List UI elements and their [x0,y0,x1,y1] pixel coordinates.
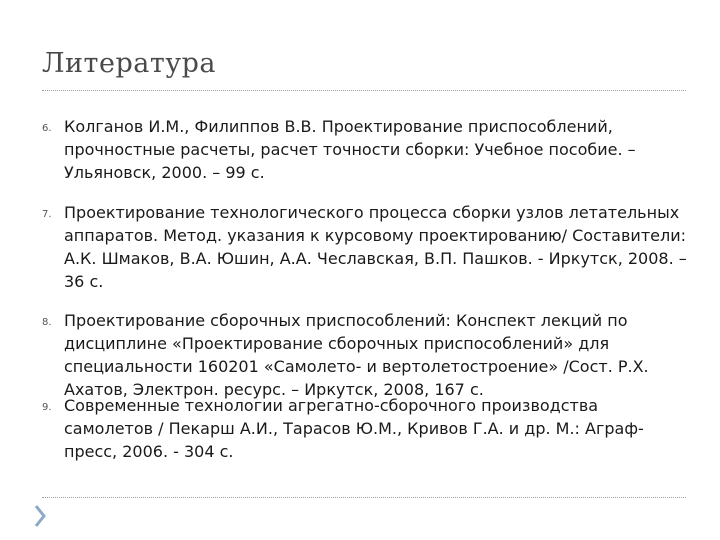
slide-title: Литература [42,48,217,79]
reference-number: 7. [42,209,52,220]
reference-number: 9. [42,402,52,413]
footer-divider [42,497,686,498]
reference-text: Проектирование технологического процесса сборки узлов летательных аппаратов. Метод. указания к курсовому проектированию/ Составители: А.К. Шмаков, В.А. Юшин, А.А. Чеславская, В.П. Пашков. - Иркутск, 2008. – 36 с. [64,203,687,291]
reference-text: Колганов И.М., Филиппов В.В. Проектирование приспособлений, прочностные расчеты, расчет точности сборки: Учебное пособие. – Ульяновск, 2000. – 99 с. [64,117,636,182]
title-divider [42,90,686,91]
chevron-right-icon[interactable] [33,503,47,529]
reference-number: 8. [42,317,52,328]
reference-number: 6. [42,123,52,134]
reference-item [42,115,688,184]
reference-item [42,201,688,293]
reference-item [42,309,688,401]
reference-item [42,394,688,463]
reference-text: Проектирование сборочных приспособлений: Конспект лекций по дисциплине «Проектирование сборочных приспособлений» для специальности 160201 «Самолето- и вертолетостроение» /Сост. Р.Х. Ахатов, Электрон. ресурс. – Иркутск, 2008, 167 с. [64,311,649,399]
reference-text: Современные технологии агрегатно-сборочного производства самолетов / Пекарш А.И., Тарасов Ю.М., Кривов Г.А. и др. М.: Аграф-пресс, 2006. - 304 с. [64,396,644,461]
